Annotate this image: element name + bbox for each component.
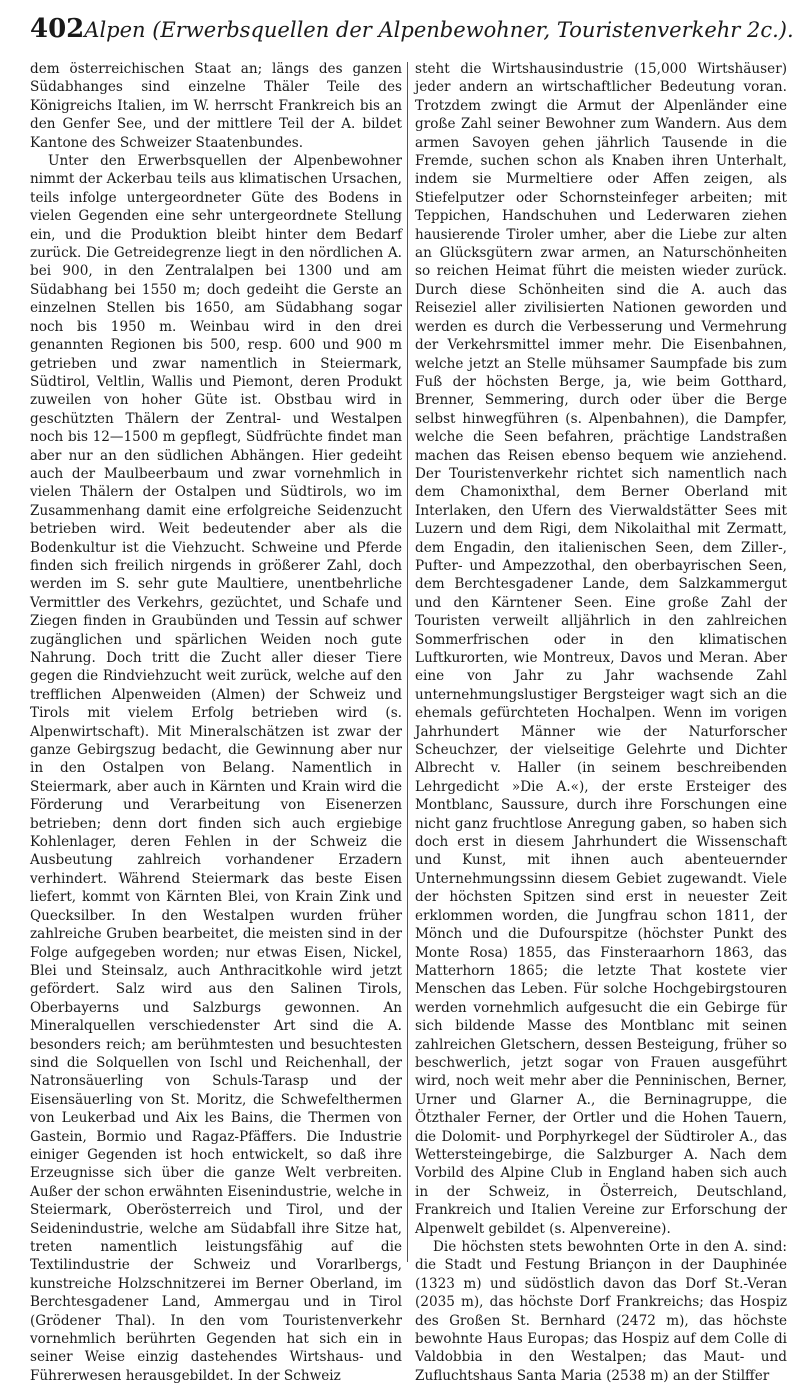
paragraph-erwerbsquellen: Unter den Erwerbsquellen der Alpenbewohner nimmt der Ackerbau teils aus klimatischen Ursachen, teils infolge untergeordneter Güte des Bodens in vielen Gegenden eine sehr untergeordnete Stellung ein, und die Produktion bleibt hinter dem Bedarf zurück. Die Getreidegrenze liegt in den nördlichen A. bei 900, in den Zentralalpen bei 1300 und am Südabhang bei 1550 m; doch gedeiht die Gerste an einzelnen Stellen bis 1650, am Südabhang sogar noch bis 1950 m. Weinbau wird in den drei genannten Regionen bis 500, resp. 600 und 900 m getrieben und zwar namentlich in Steiermark, Südtirol, Veltlin, Wallis und Piemont, deren Produkt zuweilen von hoher Güte ist. Obstbau wird in geschützten Thälern der Zentral- und Westalpen noch bis 12—1500 m gepflegt, Südfrüchte findet man aber nur an den südlichen Abhängen. Hier gedeiht auch der Maulbeerbaum und zwar vornehmlich in vielen Thälern der Ostalpen und Südtirols, wo im Zusammenhang damit eine erfolgreiche Seidenzucht betrieben wird. Weit bedeutender aber als die Bodenkultur ist die Viehzucht. Schweine und Pferde finden sich freilich nirgends in größerer Zahl, doch werden im S. sehr gute Maultiere, unentbehrliche Vermittler des Verkehrs, gezüchtet, und Schafe und Ziegen finden in Graubünden und Tessin auf schwer zugänglichen und spärlichen Weiden noch gute Nahrung. Doch tritt die Zucht aller dieser Tiere gegen die Rindviehzucht weit zurück, welche auf den trefflichen Alpenweiden (Almen) der Schweiz und Tirols mit vielem Erfolg betrieben wird (s. Alpenwirtschaft). Mit Mineralschätzen ist zwar der ganze Gebirgszug bedacht, die Gewinnung aber nur in den Ostalpen von Belang. Namentlich in Steiermark, aber auch in Kärnten und Krain wird die Förderung und Verarbeitung von Eisenerzen betrieben; denn dort finden sich auch ergiebige Kohlenlager, deren Fehlen in der Schweiz die Ausbeutung zahlreich vorhandener Erzadern verhindert. Während Steiermark das beste Eisen liefert, kommt von Kärnten Blei, von Krain Zink und Quecksilber. In den Westalpen wurden früher zahlreiche Gruben bearbeitet, die meisten sind in der Folge aufgegeben worden; nur etwas Eisen, Nickel, Blei und Steinsalz, auch Anthracitkohle wird jetzt gefördert. Salz wird aus den Salinen Tirols, Oberbayerns und Salzburgs gewonnen. An Mineralquellen verschiedenster Art sind die A. besonders reich; am berühmtesten und besuchtesten sind die Solquellen von Ischl und Reichenhall, der Natronsäuerling von Schuls-Tarasp und der Eisensäuerling von St. Moritz, die Schwefelthermen von Leukerbad und Aix les Bains, die Thermen von Gastein, Bormio und Ragaz-Pfäffers. Die Industrie einiger Gegenden ist hoch entwickelt, so daß ihre Erzeugnisse sich über die ganze Welt verbreiten. Außer der schon erwähnten Eisenindustrie, welche in Steiermark, Oberösterreich und Tirol, und der Seidenindustrie, welche am Südabfall ihre Sitze hat, treten namentlich leistungsfähig auf die Textilindustrie der Schweiz und Vorarlbergs, kunstreiche Holzschnitzerei im Berner Oberland, im Berchtesgadener Land, Ammergau und in Tirol (Grödener Thal). In den vom Touristenverkehr vornehmlich berührten Gegenden hat sich ein in seiner Weise einzig dastehendes Wirtshaus- und Führerwesen herausgebildet. In der Schweiz: [30, 153, 402, 1384]
paragraph-hoechste-orte: Die höchsten stets bewohnten Orte in den A. sind: die Stadt und Festung Briançon in der Dauphinée (1323 m) und südöstlich davon das Dorf St.-Veran (2035 m), das höchste Dorf Frankreichs; das Hospiz des Großen St. Bernhard (2472 m), das höchste bewohnte Haus Europas; das Hospiz auf dem Colle di Valdobbia in den Westalpen; das Maut- und Zufluchtshaus Santa Maria (2538 m) an der Stilffer: [415, 1239, 787, 1384]
paragraph-touristenverkehr: steht die Wirtshausindustrie (15,000 Wirtshäuser) jeder andern an wirtschaftlicher Bedeutung voran. Trotzdem zwingt die Armut der Alpenländer eine große Zahl seiner Bewohner zum Wandern. Aus dem armen Savoyen gehen jährlich Tausende in die Fremde, suchen schon als Knaben ihren Unterhalt, indem sie Murmeltiere oder Affen zeigen, als Stiefelputzer oder Schornsteinfeger arbeiten; mit Teppichen, Handschuhen und Lederwaren ziehen hausierende Tiroler umher, aber die Liebe zur alten an Glücksgütern zwar armen, an Naturschönheiten so reichen Heimat führt die meisten wieder zurück. Durch diese Schönheiten sind die A. auch das Reiseziel aller zivilisierten Nationen geworden und werden es durch die Verbesserung und Vermehrung der Verkehrsmittel immer mehr. Die Eisenbahnen, welche jetzt an Stelle mühsamer Saumpfade bis zum Fuß der höchsten Berge, ja, wie beim Gotthard, Brenner, Semmering, durch oder über die Berge selbst hinwegführen (s. Alpenbahnen), die Dampfer, welche die Seen befahren, prächtige Landstraßen machen das Reisen ebenso bequem wie anziehend. Der Touristenverkehr richtet sich namentlich nach dem Chamonixthal, dem Berner Oberland mit Interlaken, den Ufern des Vierwaldstätter Sees mit Luzern und dem Rigi, dem Nikolaithal mit Zermatt, dem Engadin, den italienischen Seen, dem Ziller-, Pufter- und Ampezzothal, den oberbayrischen Seen, dem Berchtesgadener Lande, dem Salzkammergut und den Kärntener Seen. Eine große Zahl der Touristen verweilt alljährlich in den zahlreichen Sommerfrischen oder in den klimatischen Luftkurorten, wie Montreux, Davos und Meran. Aber eine von Jahr zu Jahr wachsende Zahl unternehmungslustiger Bergsteiger wagt sich an die ehemals gefürchteten Hochalpen. Wenn im vorigen Jahrhundert Männer wie der Naturforscher Scheuchzer, der vielseitige Gelehrte und Dichter Albrecht v. Haller (in seinem beschreibenden Lehrgedicht »Die A.«), der erste Ersteiger des Montblanc, Saussure, durch ihre Forschungen eine nicht ganz fruchtlose Anregung gaben, so haben sich doch erst in diesem Jahrhundert die Wissenschaft und Kunst, mit ihnen auch abenteuernder Unternehmungssinn diesem Gebiet zugewandt. Viele der höchsten Spitzen sind erst in neuester Zeit erklommen worden, die Jungfrau schon 1811, der Mönch und die Dufourspitze (höchster Punkt des Monte Rosa) 1855, das Finsteraarhorn 1863, das Matterhorn 1865; die letzte That kostete vier Menschen das Leben. Für solche Hochgebirgstouren werden vornehmlich aufgesucht die ein Gebirge für sich bildende Masse des Montblanc mit seinen zahlreichen Gletschern, dessen Besteigung, früher so beschwerlich, jetzt sogar von Frauen ausgeführt wird, noch weit mehr aber die Penninischen, Berner, Urner und Glarner A., die Berninagruppe, die Ötzthaler Ferner, der Ortler und die Hohen Tauern, die Dolomit- und Porphyrkegel der Südtiroler A., das Wettersteingebirge, die Salzburger A. Nach dem Vorbild des Alpine Club in England haben sich auch in der Schweiz, in Österreich, Deutschland, Frankreich und Italien Vereine zur Erforschung der Alpenwelt gebildet (s. Alpenvereine).: [415, 61, 787, 1237]
column-divider: [407, 62, 408, 1262]
paragraph-continued: dem österreichischen Staat an; längs des ganzen Südabhanges sind einzelne Thäler Teile des Königreichs Italien, im W. herrscht Frankreich bis an den Genfer See, und der mittlere Teil der A. bildet Kantone des Schweizer Staatenbundes.: [30, 61, 402, 151]
page-number: 402: [30, 14, 85, 44]
running-title: Alpen (Erwerbsquellen der Alpenbewohner, Touristenverkehr 2c.).: [84, 18, 794, 42]
right-column: [415, 60, 787, 1384]
left-column: [30, 60, 402, 1384]
page-header: [30, 14, 794, 50]
